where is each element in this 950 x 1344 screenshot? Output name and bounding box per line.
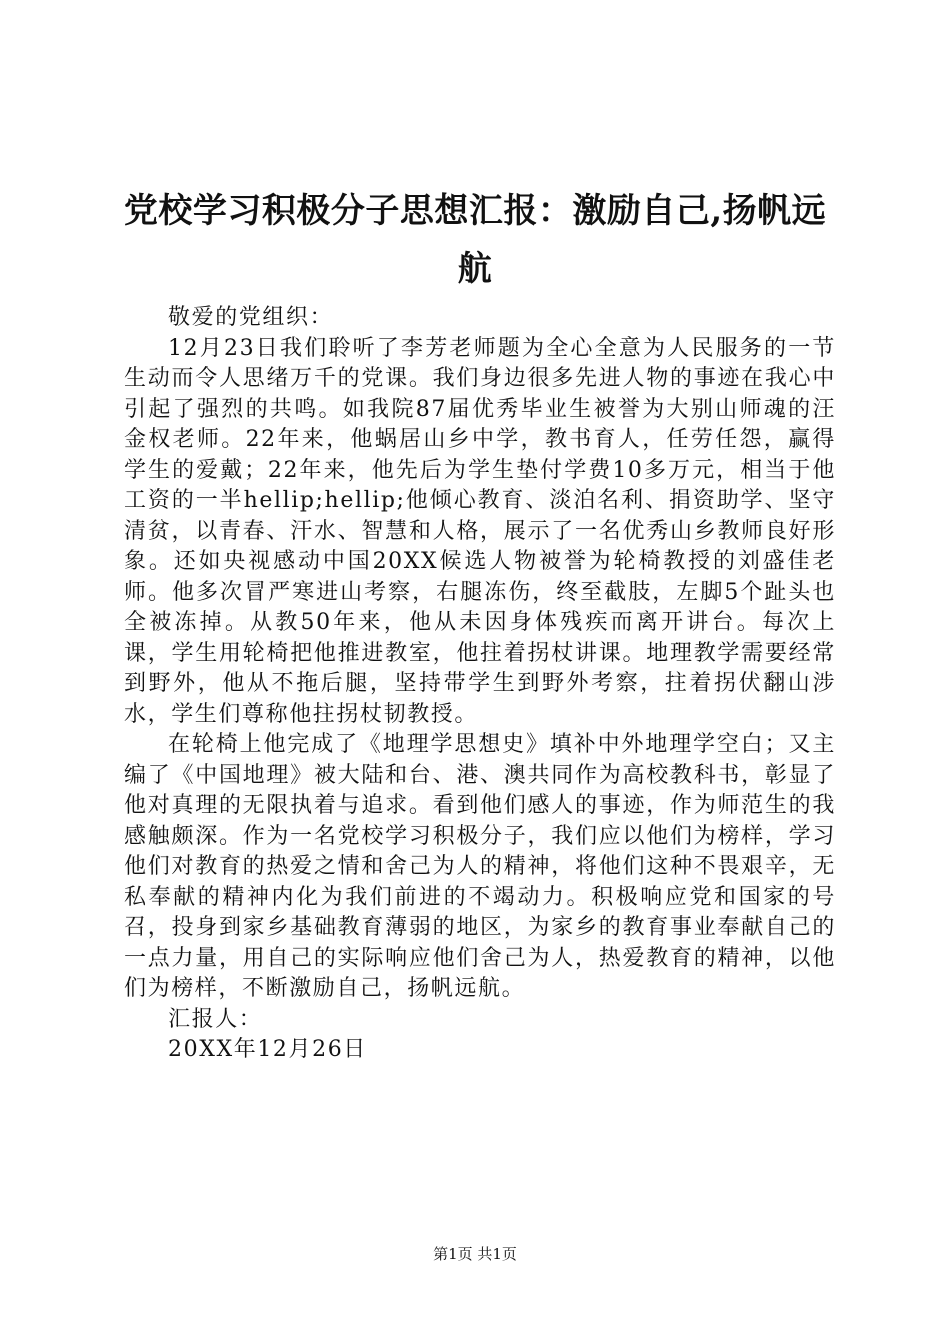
document-title: 党校学习积极分子思想汇报：激励自己,扬帆远航 [123, 191, 827, 289]
body-paragraph-1: 12月23日我们聆听了李芳老师题为全心全意为人民服务的一节生动而令人思绪万千的党课。我们身边很多先进人物的事迹在我心中引起了强烈的共鸣。如我院87届优秀毕业生被誉为大别山师魂的汪金权老师。22年来，他蜗居山乡中学，教书育人，任劳任怨，赢得学生的爱戴；22年来，他先后为学生垫付学费10多万元，相当于他工资的一半hellip;hellip;他倾心教育、淡泊名利、捐资助学、坚守清贫，以青春、汗水、智慧和人格，展示了一名优秀山乡教师良好形象。还如央视感动中国20XX候选人物被誉为轮椅教授的刘盛佳老师。他多次冒严寒进山考察，右腿冻伤，终至截肢，左脚5个趾头也全被冻掉。从教50年来，他从未因身体残疾而离开讲台。每次上课，学生用轮椅把他推进教室，他拄着拐杖讲课。地理教学需要经常到野外，他从不拖后腿，坚持带学生到野外考察，拄着拐伏翻山涉水，学生们尊称他拄拐杖韧教授。 [124, 335, 836, 727]
document-body [124, 303, 836, 1066]
page-indicator: 第1页 共1页 [433, 1245, 517, 1263]
report-date: 20XX年12月26日 [168, 1037, 367, 1062]
body-paragraph-2: 在轮椅上他完成了《地理学思想史》填补中外地理学空白；又主编了《中国地理》被大陆和台、港、澳共同作为高校教科书，彰显了他对真理的无限执着与追求。看到他们感人的事迹，作为师范生的我感触颇深。作为一名党校学习积极分子，我们应以他们为榜样，学习他们对教育的热爱之情和舍己为人的精神，将他们这种不畏艰辛，无私奉献的精神内化为我们前进的不竭动力。积极响应党和国家的号召，投身到家乡基础教育薄弱的地区，为家乡的教育事业奉献自己的一点力量，用自己的实际响应他们舍己为人，热爱教育的精神，以他们为榜样，不断激励自己，扬帆远航。 [124, 732, 836, 1001]
reporter-label: 汇报人： [168, 1006, 263, 1032]
salutation: 敬爱的党组织： [168, 305, 334, 330]
page-footer [0, 1244, 950, 1264]
